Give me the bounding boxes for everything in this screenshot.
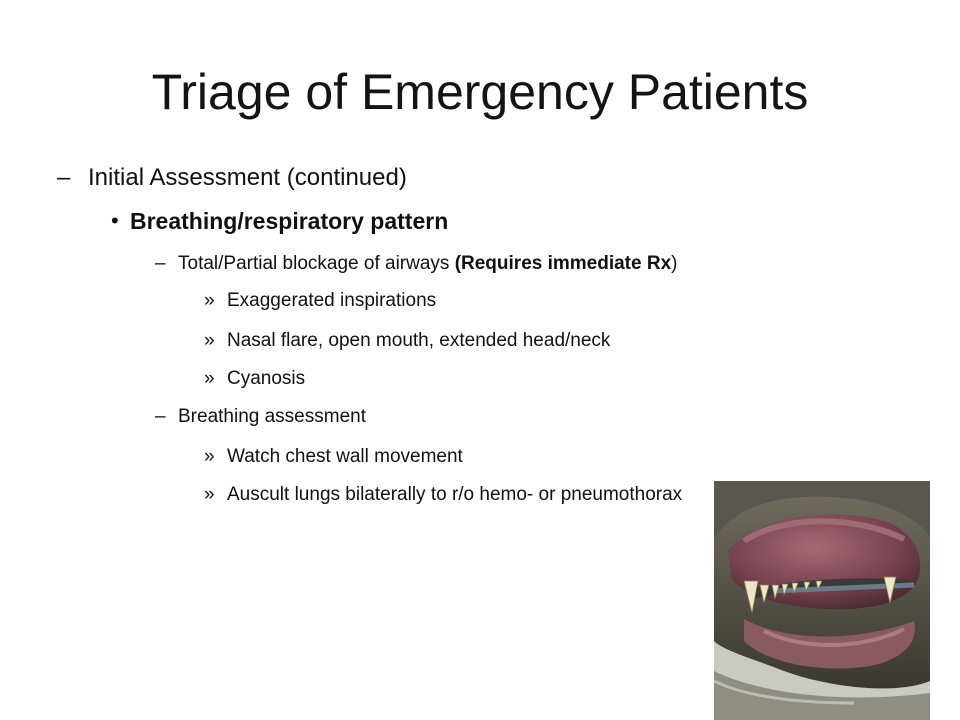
dog-mouth-photo (714, 481, 930, 720)
breathing-assessment-item: Breathing assessment (178, 406, 366, 427)
dash-marker: – (155, 406, 166, 427)
cyanosis-item: Cyanosis (227, 368, 306, 389)
airway-blockage-close: ) (671, 253, 678, 274)
slide-title: Triage of Emergency Patients (151, 64, 809, 120)
bullet-marker: • (111, 208, 119, 233)
dash-marker: – (155, 253, 166, 274)
auscult-lungs-item: Auscult lungs bilaterally to r/o hemo- or pneumothorax (227, 484, 683, 505)
breathing-pattern-item: Breathing/respiratory pattern (130, 208, 449, 234)
nasal-flare-item: Nasal flare, open mouth, extended head/neck (227, 330, 611, 351)
chevron-marker: » (204, 446, 215, 467)
requires-rx-emphasis: (Requires immediate Rx (454, 253, 672, 274)
airway-blockage-text: Total/Partial blockage of airways (178, 253, 455, 274)
chevron-marker: » (204, 484, 215, 505)
airway-blockage-item (178, 253, 677, 275)
chevron-marker: » (204, 330, 215, 351)
initial-assessment-item: Initial Assessment (continued) (88, 164, 407, 191)
exaggerated-inspirations-item: Exaggerated inspirations (227, 290, 437, 311)
dash-marker: – (57, 164, 71, 191)
watch-chest-item: Watch chest wall movement (227, 446, 463, 467)
chevron-marker: » (204, 368, 215, 389)
chevron-marker: » (204, 290, 215, 311)
